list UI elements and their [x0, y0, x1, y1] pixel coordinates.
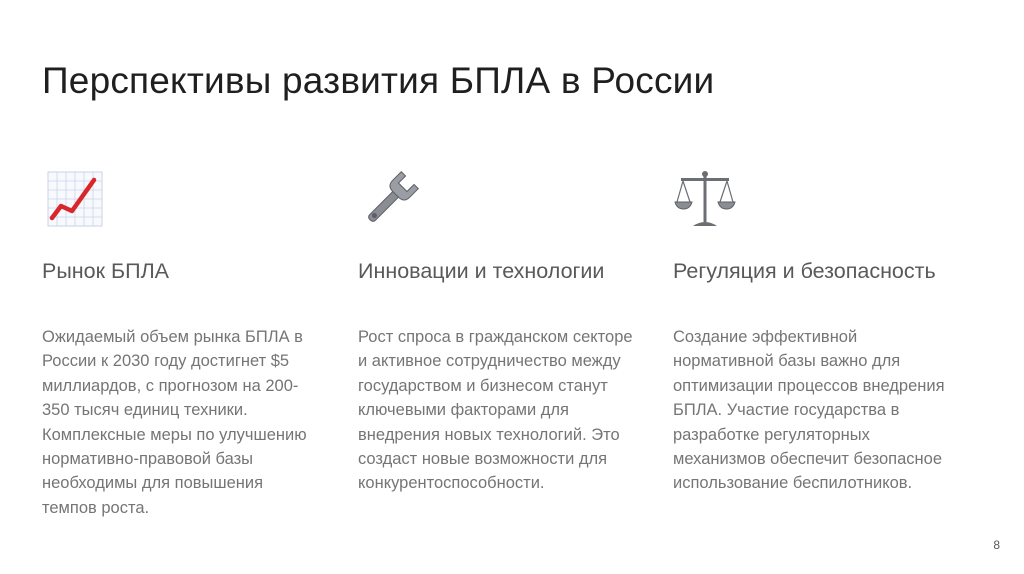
column-text: Рост спроса в гражданском секторе и активное сотрудничество между государством и бизнесом станут ключевыми факторами для внедрения новых технологий. Это создаст новые возможности для конкурентоспособности.: [358, 328, 633, 493]
column-heading: Рынок БПЛА: [42, 259, 170, 283]
slide-title: Перспективы развития БПЛА в России: [42, 60, 715, 101]
column-market: [42, 168, 342, 517]
column-heading: Инновации и технологии: [358, 259, 605, 283]
wrench-icon: [358, 168, 422, 232]
page-number: 8: [993, 538, 1000, 552]
column-regulation: [673, 168, 973, 493]
chart-increasing-icon: [42, 168, 106, 232]
balance-scale-icon: [673, 168, 737, 232]
column-innovation: [358, 168, 658, 493]
column-text: Создание эффективной нормативной базы важно для оптимизации процессов внедрения БПЛА. Участие государства в разработке регуляторных механизмов обеспечит безопасное использование беспилотников.: [673, 328, 945, 493]
column-text: Ожидаемый объем рынка БПЛА в России к 2030 году достигнет $5 миллиардов, с прогнозом на 200-350 тысяч единиц техники. Комплексные меры по улучшению нормативно-правовой базы необходимы для повышения темпов роста.: [42, 328, 307, 517]
column-heading: Регуляция и безопасность: [673, 259, 936, 283]
